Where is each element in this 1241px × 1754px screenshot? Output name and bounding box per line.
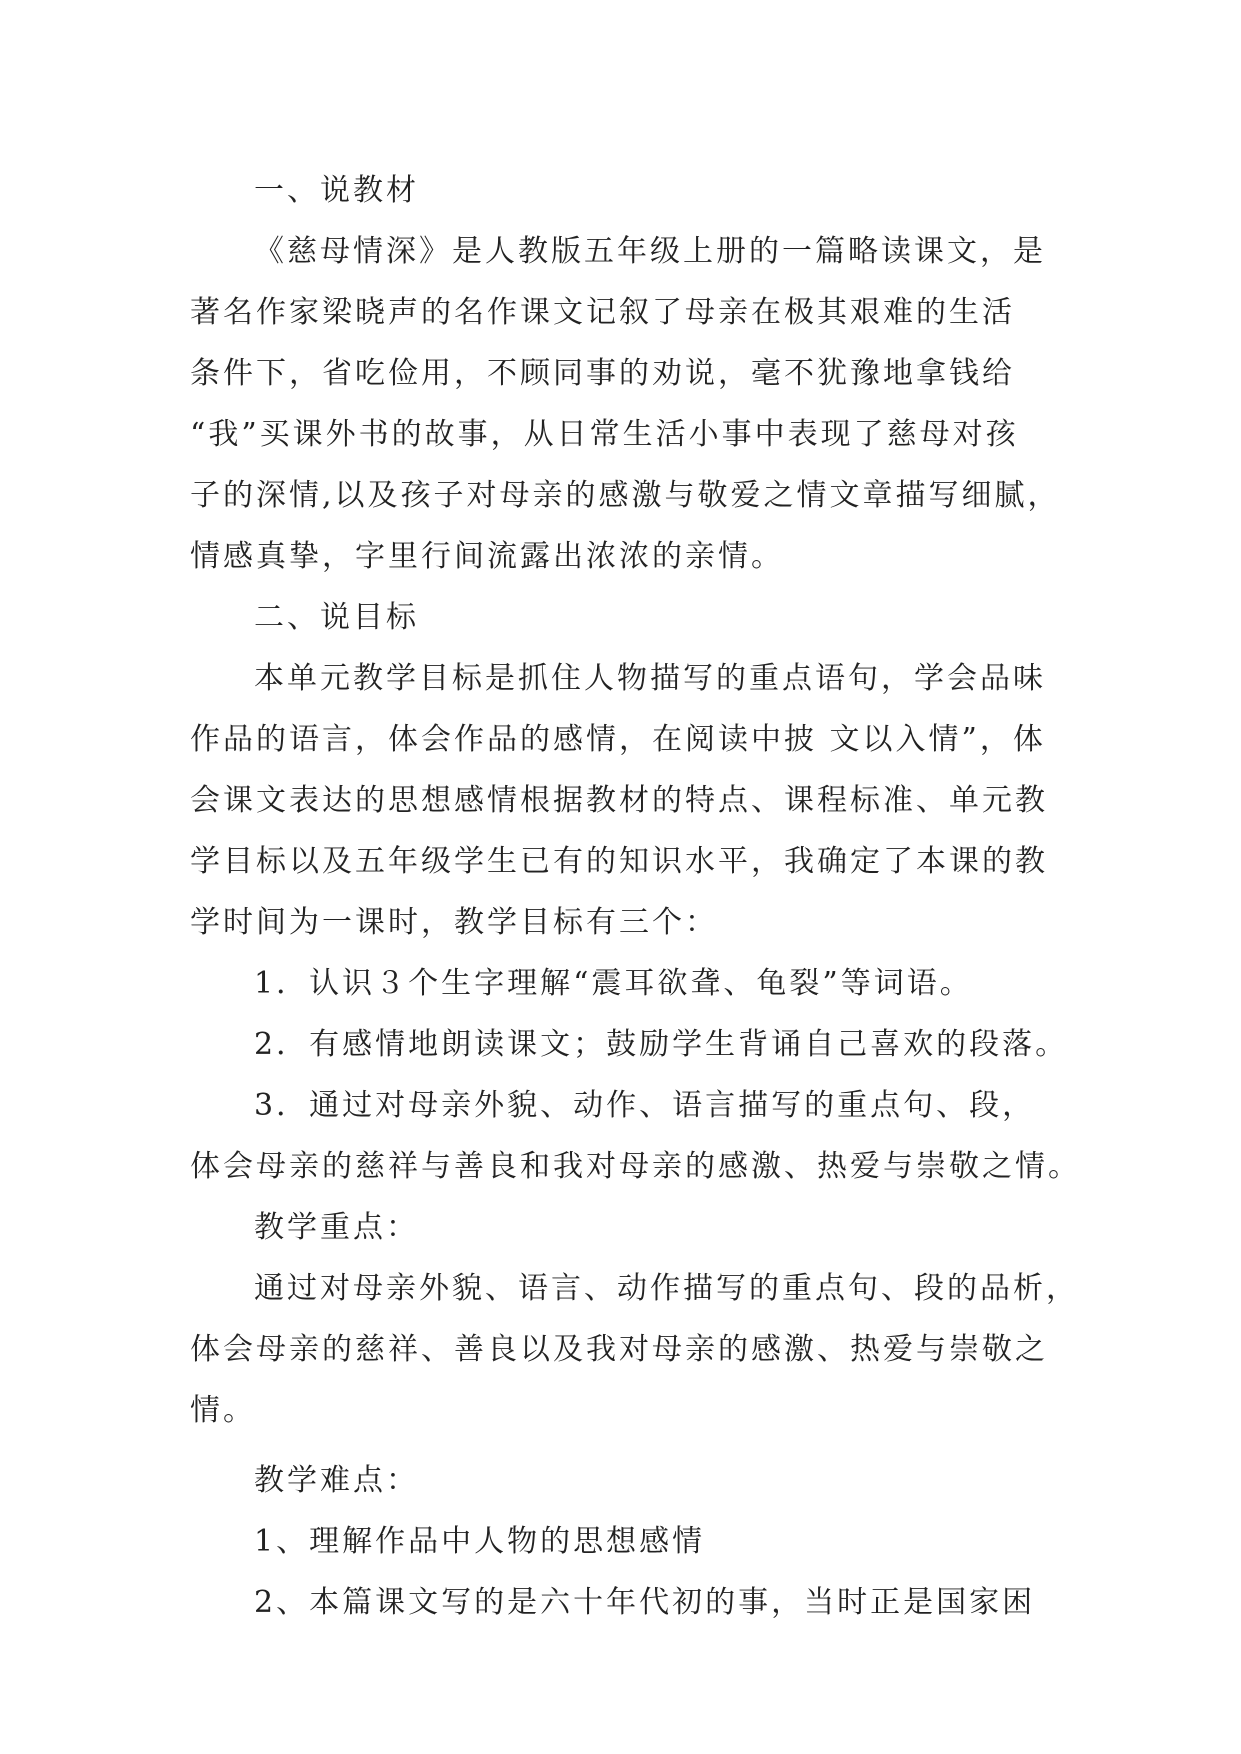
paragraph-line: 学时间为一课时，教学目标有三个： <box>190 905 718 940</box>
objective-item-3: 3．通过对母亲外貌、动作、语言描写的重点句、段， <box>254 1088 1036 1123</box>
difficulty-item-1: 1、理解作品中人物的思想感情 <box>254 1524 706 1559</box>
paragraph-line: 学目标以及五年级学生已有的知识水平，我确定了本课的教 <box>190 844 1048 879</box>
paragraph-line: 通过对母亲外貌、语言、动作描写的重点句、段的品析， <box>254 1271 1079 1306</box>
paragraph-line: 体会母亲的慈祥与善良和我对母亲的感激、热爱与崇敬之情。 <box>190 1149 1081 1184</box>
document-body <box>190 160 1081 1633</box>
objective-item-2: 2．有感情地朗读课文；鼓励学生背诵自己喜欢的段落。 <box>254 1027 1069 1062</box>
heading-key-points: 教学重点： <box>254 1210 419 1245</box>
heading-objectives: 二、说目标 <box>254 600 419 635</box>
heading-difficulties: 教学难点： <box>254 1463 419 1498</box>
paragraph-line: 会课文表达的思想感情根据教材的特点、课程标准、单元教 <box>190 783 1048 818</box>
paragraph-line: 著名作家梁晓声的名作课文记叙了母亲在极其艰难的生活 <box>190 295 1015 330</box>
paragraph-line: 作品的语言，体会作品的感情，在阅读中披 文以入情”，体 <box>190 722 1046 757</box>
paragraph-line: 本单元教学目标是抓住人物描写的重点语句，学会品味 <box>254 661 1046 696</box>
paragraph-line: 情。 <box>190 1393 256 1428</box>
difficulty-item-2: 2、本篇课文写的是六十年代初的事，当时正是国家困 <box>254 1585 1036 1620</box>
paragraph-line: 体会母亲的慈祥、善良以及我对母亲的感激、热爱与崇敬之 <box>190 1332 1048 1367</box>
paragraph-line: 条件下，省吃俭用，不顾同事的劝说，毫不犹豫地拿钱给 <box>190 356 1015 391</box>
objective-item-1: 1．认识３个生字理解“震耳欲聋、龟裂”等词语。 <box>254 966 973 1001</box>
paragraph-line: 子的深情,以及孩子对母亲的感激与敬爱之情文章描写细腻， <box>190 478 1061 513</box>
paragraph-line: 《慈母情深》是人教版五年级上册的一篇略读课文，是 <box>254 234 1046 269</box>
heading-teaching-material: 一、说教材 <box>254 173 419 208</box>
paragraph-line: 情感真挚，字里行间流露出浓浓的亲情。 <box>190 539 784 574</box>
paragraph-line: “我”买课外书的故事，从日常生活小事中表现了慈母对孩 <box>190 417 1019 452</box>
